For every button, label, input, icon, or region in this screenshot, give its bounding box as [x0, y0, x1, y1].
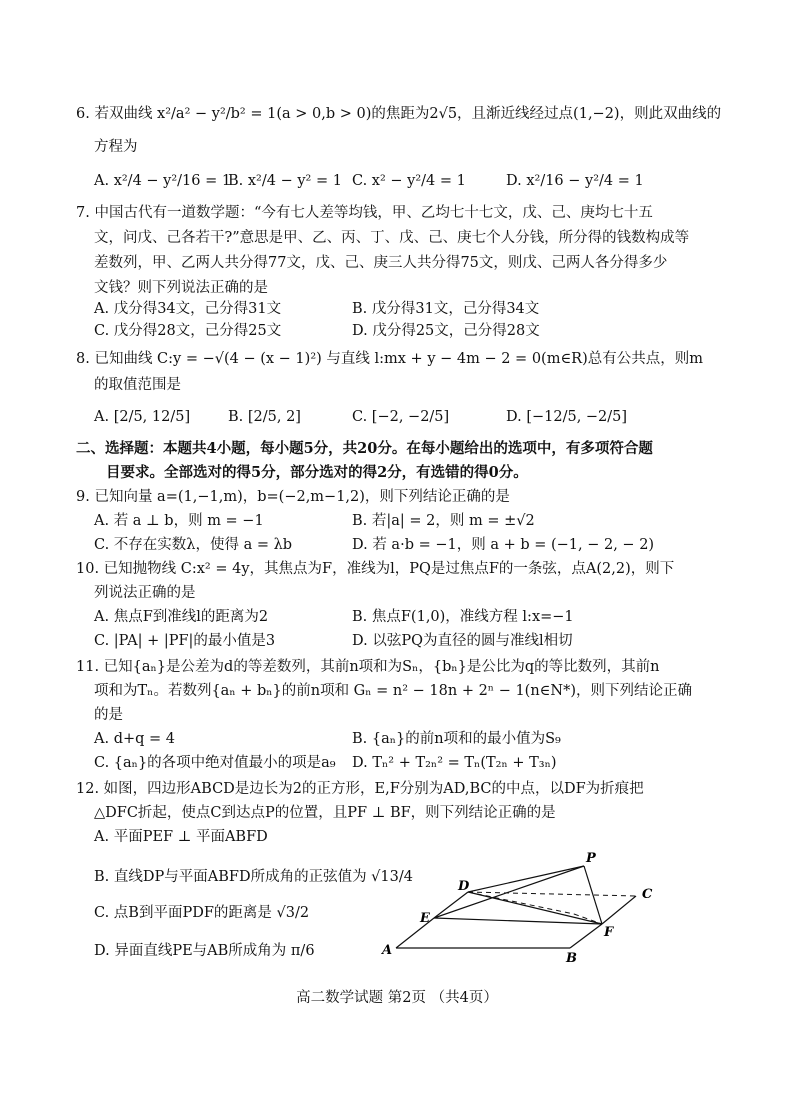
q8-option-c: C. [−2, −2/5] [352, 409, 450, 425]
q9-option-a: A. 若 a ⊥ b，则 m = −1 [94, 513, 264, 529]
q6-option-c: C. x² − y²/4 = 1 [352, 173, 466, 189]
q10-option-d: D. 以弦PQ为直径的圆与准线l相切 [352, 633, 573, 649]
edge-dp [468, 866, 584, 892]
q10-line2: 列说法正确的是 [94, 585, 196, 601]
section2-line2: 目要求。全部选对的得5分，部分选对的得2分，有选错的得0分。 [106, 464, 528, 481]
edge-ef [434, 918, 602, 924]
q8-line2: 的取值范围是 [94, 377, 181, 393]
edge-pe [434, 866, 584, 918]
q11-line1: 11. 已知{aₙ}是公差为d的等差数列，其前n项和为Sₙ，{bₙ}是公比为q的等比数列，其前n [76, 659, 660, 675]
q7-line2: 文，问戊、己各若干?”意思是甲、乙、丙、丁、戊、己、庚七个人分钱，所分得的钱数构成等 [94, 230, 690, 246]
page-footer: 高二数学试题 第2页 （共4页） [296, 990, 498, 1006]
q12-option-b: B. 直线DP与平面ABFD所成角的正弦值为 √13/4 [94, 869, 413, 885]
label-f: F [604, 925, 614, 940]
label-p: P [586, 851, 596, 866]
label-e: E [420, 911, 430, 926]
q8-line1: 8. 已知曲线 C:y = −√(4 − (x − 1)²) 与直线 l:mx + y − 4m − 2 = 0(m∈R)总有公共点，则m [76, 351, 704, 367]
q10-line1: 10. 已知抛物线 C:x² = 4y，其焦点为F，准线为l，PQ是过焦点F的一条弦，点A(2,2)，则下 [76, 561, 675, 577]
q12-line2: △DFC折起，使点C到达点P的位置，且PF ⊥ BF，则下列结论正确的是 [94, 805, 556, 821]
q6-option-d: D. x²/16 − y²/4 = 1 [506, 173, 644, 189]
q7-option-d: D. 戊分得25文，己分得28文 [352, 323, 540, 339]
q11-line2: 项和为Tₙ。若数列{aₙ + bₙ}的前n项和 Gₙ = n² − 18n + 2ⁿ − 1(n∈N*)，则下列结论正确 [94, 683, 692, 699]
label-c: C [642, 887, 653, 902]
label-b: B [566, 951, 577, 964]
edge-fc [602, 896, 636, 924]
q12-option-d: D. 异面直线PE与AB所成角为 π/6 [94, 943, 315, 959]
edge-dc-dashed [468, 892, 636, 896]
q10-option-a: A. 焦点F到准线l的距离为2 [94, 609, 269, 625]
q12-line1: 12. 如图，四边形ABCD是边长为2的正方形，E,F分别为AD,BC的中点，以DF为折痕把 [76, 781, 644, 797]
q10-option-c: C. |PA| + |PF|的最小值是3 [94, 633, 276, 649]
q9-line1: 9. 已知向量 a=(1,−1,m)，b=(−2,m−1,2)，则下列结论正确的是 [76, 489, 510, 505]
q7-option-a: A. 戊分得34文，己分得31文 [94, 301, 282, 317]
q9-option-c: C. 不存在实数λ，使得 a = λb [94, 537, 293, 553]
edge-df [468, 892, 602, 924]
q11-option-d: D. Tₙ² + T₂ₙ² = Tₙ(T₂ₙ + T₃ₙ) [352, 755, 557, 771]
q11-option-b: B. {aₙ}的前n项和的最小值为S₉ [352, 731, 561, 747]
q9-option-d: D. 若 a·b = −1，则 a + b = (−1, − 2, − 2) [352, 537, 655, 553]
q9-option-b: B. 若|a| = 2，则 m = ±√2 [352, 513, 535, 529]
q12-option-a: A. 平面PEF ⊥ 平面ABFD [94, 829, 268, 845]
q12-option-c: C. 点B到平面PDF的距离是 √3/2 [94, 905, 310, 921]
q12-geometry-figure [374, 848, 674, 964]
q6-option-a: A. x²/4 − y²/16 = 1 [94, 173, 232, 189]
label-d: D [458, 879, 470, 894]
q8-option-a: A. [2/5, 12/5] [94, 409, 191, 425]
q11-line3: 的是 [94, 707, 123, 723]
q6-line2: 方程为 [94, 139, 138, 155]
edge-bf [570, 924, 602, 948]
q7-line3: 差数列，甲、乙两人共分得77文，戊、己、庚三人共分得75文，则戊、己两人各分得多少 [94, 255, 668, 271]
section2-line1: 二、选择题：本题共4小题，每小题5分，共20分。在每小题给出的选项中，有多项符合题 [76, 440, 653, 457]
edge-ed [434, 892, 468, 918]
label-a: A [382, 943, 393, 958]
q7-line1: 7. 中国古代有一道数学题：“今有七人差等均钱，甲、乙均七十七文，戊、己、庚均七十五 [76, 205, 653, 221]
q10-option-b: B. 焦点F(1,0)，准线方程 l:x=−1 [352, 609, 574, 625]
q8-option-d: D. [−12/5, −2/5] [506, 409, 628, 425]
q8-option-b: B. [2/5, 2] [228, 409, 301, 425]
q7-option-b: B. 戊分得31文，己分得34文 [352, 301, 540, 317]
q6-option-b: B. x²/4 − y² = 1 [228, 173, 342, 189]
q7-option-c: C. 戊分得28文，己分得25文 [94, 323, 282, 339]
q11-option-c: C. {aₙ}的各项中绝对值最小的项是a₉ [94, 755, 336, 771]
q6-line1: 6. 若双曲线 x²/a² − y²/b² = 1(a > 0,b > 0)的焦距为2√5，且渐近线经过点(1,−2)，则此双曲线的 [76, 106, 722, 122]
q7-line4: 文钱？则下列说法正确的是 [94, 280, 268, 296]
q11-option-a: A. d+q = 4 [94, 731, 175, 747]
